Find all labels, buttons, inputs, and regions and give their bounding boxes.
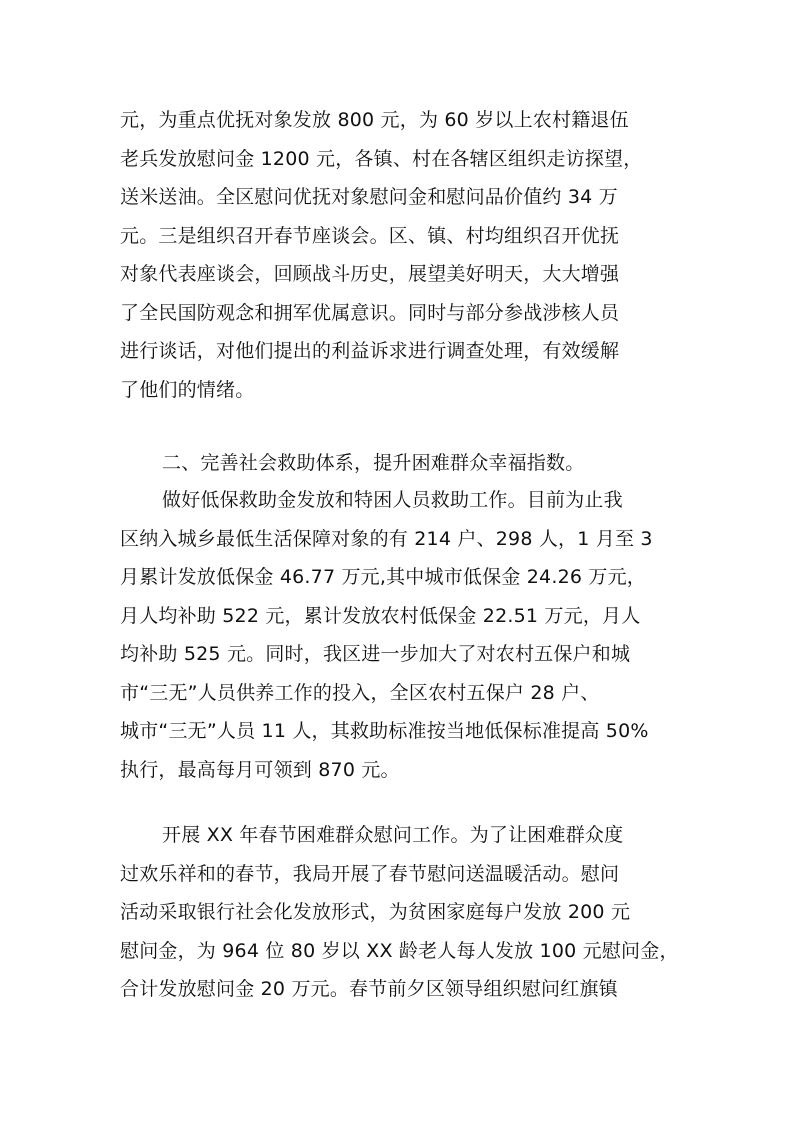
paragraph-2 (120, 481, 680, 789)
text-line: 送米送油。全区慰问优抚对象慰问金和慰问品价值约 34 万 (120, 186, 618, 208)
paragraph-3 (120, 816, 680, 1009)
text-line: 了他们的情绪。 (120, 378, 255, 401)
text-line: 慰问金，为 964 位 80 岁以 XX 龄老人每人发放 100 元慰问金， (120, 939, 679, 962)
text-line: 市“三无”人员供养工作的投入，全区农村五保户 28 户、 (120, 681, 600, 704)
text-line: 做好低保救助金发放和特困人员救助工作。目前为止我 (162, 489, 623, 511)
text-line: 月累计发放低保金 46.77 万元,其中城市低保金 24.26 万元， (120, 566, 646, 588)
text-line: 合计发放慰问金 20 万元。春节前夕区领导组织慰问红旗镇 (120, 978, 618, 1000)
text-line: 开展 XX 年春节困难群众慰问工作。为了让困难群众度 (162, 824, 624, 846)
text-line: 月人均补助 522 元，累计发放农村低保金 22.51 万元，月人 (120, 604, 641, 627)
text-line: 老兵发放慰问金 1200 元，各镇、村在各辖区组织走访探望， (120, 147, 643, 170)
paragraph-1 (120, 101, 680, 409)
text-line: 进行谈话，对他们提出的利益诉求进行调查处理，有效缓解 (120, 340, 620, 362)
text-line: 活动采取银行社会化发放形式，为贫困家庭每户发放 200 元 (120, 901, 631, 923)
text-line: 均补助 525 元。同时，我区进一步加大了对农村五保户和城 (120, 643, 631, 665)
text-line: 执行，最高每月可领到 870 元。 (120, 758, 400, 781)
text-line: 过欢乐祥和的春节，我局开展了春节慰问送温暖活动。慰问 (120, 862, 620, 885)
section-heading (120, 444, 680, 483)
text-line: 对象代表座谈会，回顾战斗历史，展望美好明天，大大增强 (120, 263, 620, 285)
text-line: 区纳入城乡最低生活保障对象的有 214 户、298 人，1 月至 3 (120, 527, 653, 550)
heading-line: 二、完善社会救助体系，提升困难群众幸福指数。 (162, 452, 585, 474)
text-line: 元，为重点优抚对象发放 800 元，为 60 岁以上农村籍退伍 (120, 109, 629, 131)
text-line: 了全民国防观念和拥军优属意识。同时与部分参战涉核人员 (120, 301, 620, 324)
text-line: 城市“三无”人员 11 人，其救助标准按当地低保标准提高 50% (120, 720, 649, 742)
text-line: 元。三是组织召开春节座谈会。区、镇、村均组织召开优抚 (120, 224, 620, 247)
